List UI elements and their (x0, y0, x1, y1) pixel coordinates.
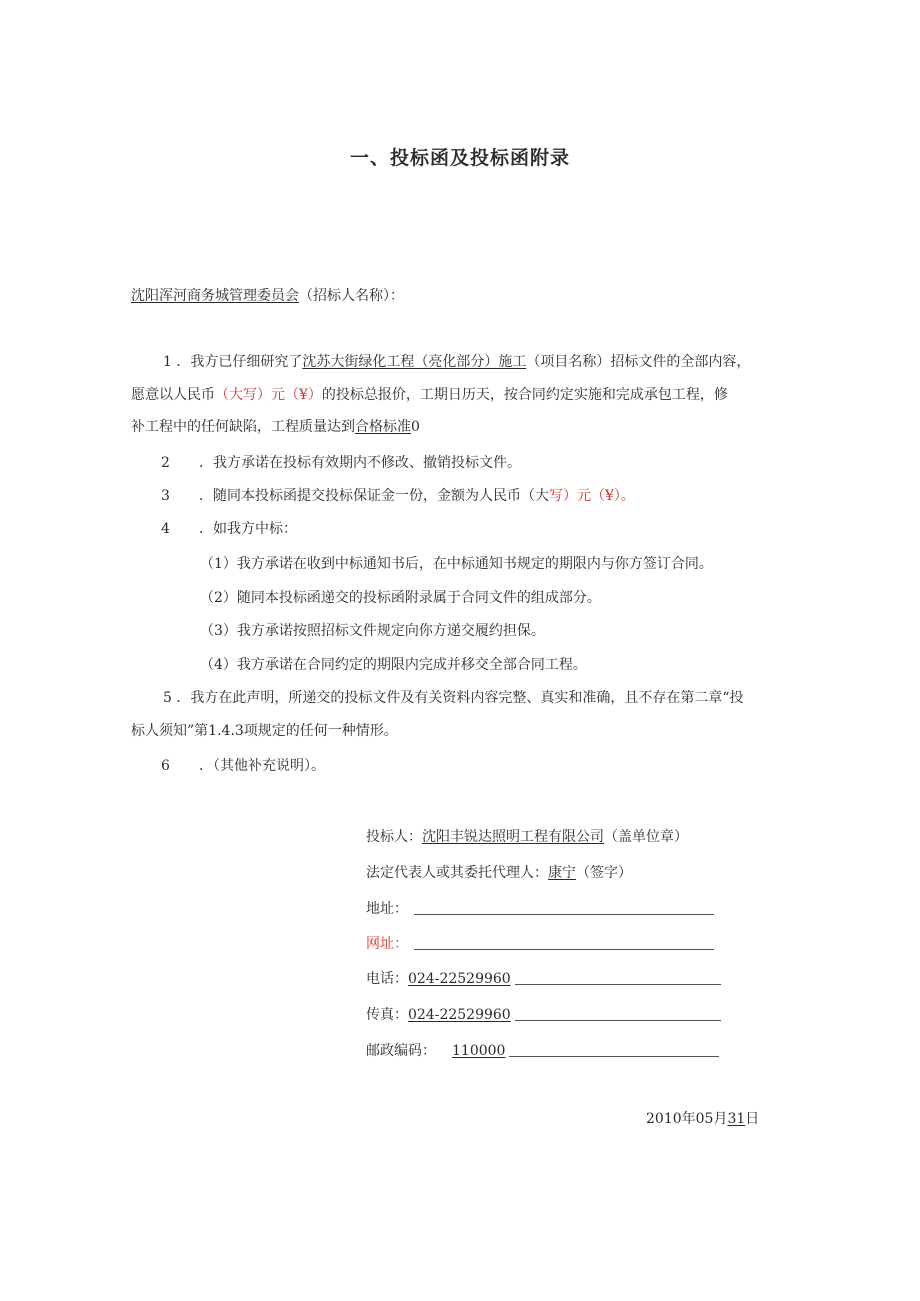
bidder-name: 沈阳丰锐达照明工程有限公司 (422, 829, 604, 845)
quality-standard: 合格标准 (355, 419, 411, 435)
item-1-line-1 (163, 351, 750, 371)
item-1-prefix: 1 ．我方已仔细研究了 (163, 354, 303, 370)
fax-blank (515, 1019, 721, 1021)
website-line (366, 933, 714, 953)
date-line (646, 1108, 759, 1128)
item-2-number: 2 (161, 455, 170, 471)
bidder-label: 投标人： (366, 829, 422, 845)
recipient-suffix: （招标人名称）： (299, 288, 404, 304)
bid-amount-placeholder: （大写）元（¥） (215, 387, 322, 403)
fax-line (366, 1004, 721, 1024)
item-3-text: ．随同本投标函提交投标保证金一份，金额为人民币（大 (199, 488, 549, 504)
item-6 (161, 755, 325, 775)
item-3-number: 3 (161, 488, 170, 504)
item-2-text: ．我方承诺在投标有效期内不修改、撤销投标文件。 (199, 455, 521, 471)
item-4-sub-3: （3）我方承诺按照招标文件规定向你方递交履约担保。 (200, 623, 545, 639)
address-line (366, 898, 714, 918)
item-2 (161, 452, 521, 472)
phone-blank (515, 983, 721, 985)
postcode-line (366, 1040, 719, 1060)
postcode-label: 邮政编码： (366, 1043, 436, 1059)
item-4-text: ．如我方中标： (199, 521, 297, 537)
fax-label: 传真： (366, 1007, 408, 1023)
item-5-line-2: 标人须知”第1.4.3项规定的任何一种情形。 (131, 723, 398, 739)
representative-label: 法定代表人或其委托代理人： (366, 865, 548, 881)
item-4 (161, 518, 297, 538)
item-4-number: 4 (161, 521, 170, 537)
item-1-line-3 (131, 416, 420, 436)
item-4-sub-2: （2）随同本投标函递交的投标函附录属于合同文件的组成部分。 (200, 590, 601, 606)
bidder-line (366, 826, 688, 846)
address-blank (414, 913, 714, 915)
phone-value: 024-22529960 (408, 971, 511, 987)
recipient-line (131, 285, 404, 305)
date-day: 31 (727, 1111, 746, 1127)
item-4-sub-1: （1）我方承诺在收到中标通知书后，在中标通知书规定的期限内与你方签订合同。 (200, 556, 713, 572)
item-1-line-2b: 的投标总报价，工期日历天，按合同约定实施和完成承包工程，修 (321, 387, 728, 403)
website-label: 网址： (366, 936, 408, 952)
address-label: 地址： (366, 901, 408, 917)
item-4-sub-4: （4）我方承诺在合同约定的期限内完成并移交全部合同工程。 (200, 657, 587, 673)
representative-suffix: （签字） (576, 865, 632, 881)
item-6-number: 6 (161, 758, 170, 774)
item-6-text: ．（其他补充说明）。 (199, 758, 325, 774)
project-name: 沈苏大街绿化工程（亮化部分）施工 (302, 354, 527, 370)
fax-value: 024-22529960 (408, 1007, 511, 1023)
phone-line (366, 968, 721, 988)
item-1-after-project: （项目名称）招标文件的全部内容， (526, 354, 751, 370)
date-suffix: 日 (745, 1111, 760, 1127)
representative-line (366, 862, 632, 882)
item-1-line-2a: 愿意以人民币 (131, 387, 215, 403)
representative-name: 康宁 (548, 865, 576, 881)
website-blank (414, 948, 714, 950)
recipient-name: 沈阳浑河商务城管理委员会 (131, 288, 299, 304)
item-3 (161, 485, 635, 505)
bidder-suffix: （盖单位章） (604, 829, 688, 845)
item-1-line-3-end: 0 (411, 419, 420, 435)
item-3-red-text: 写）元（¥）。 (549, 488, 635, 504)
postcode-value: 110000 (452, 1043, 506, 1059)
item-1-line-3a: 补工程中的任何缺陷，工程质量达到 (131, 419, 355, 435)
page-title: 一、投标函及投标函附录 (349, 147, 570, 169)
item-1-line-2 (131, 384, 728, 404)
postcode-blank (509, 1055, 719, 1057)
item-5-line-1: 5 ．我方在此声明，所递交的投标文件及有关资料内容完整、真实和准确，且不存在第二章“投 (163, 690, 744, 706)
date-prefix: 2010年05月 (646, 1111, 728, 1127)
phone-label: 电话： (366, 971, 408, 987)
